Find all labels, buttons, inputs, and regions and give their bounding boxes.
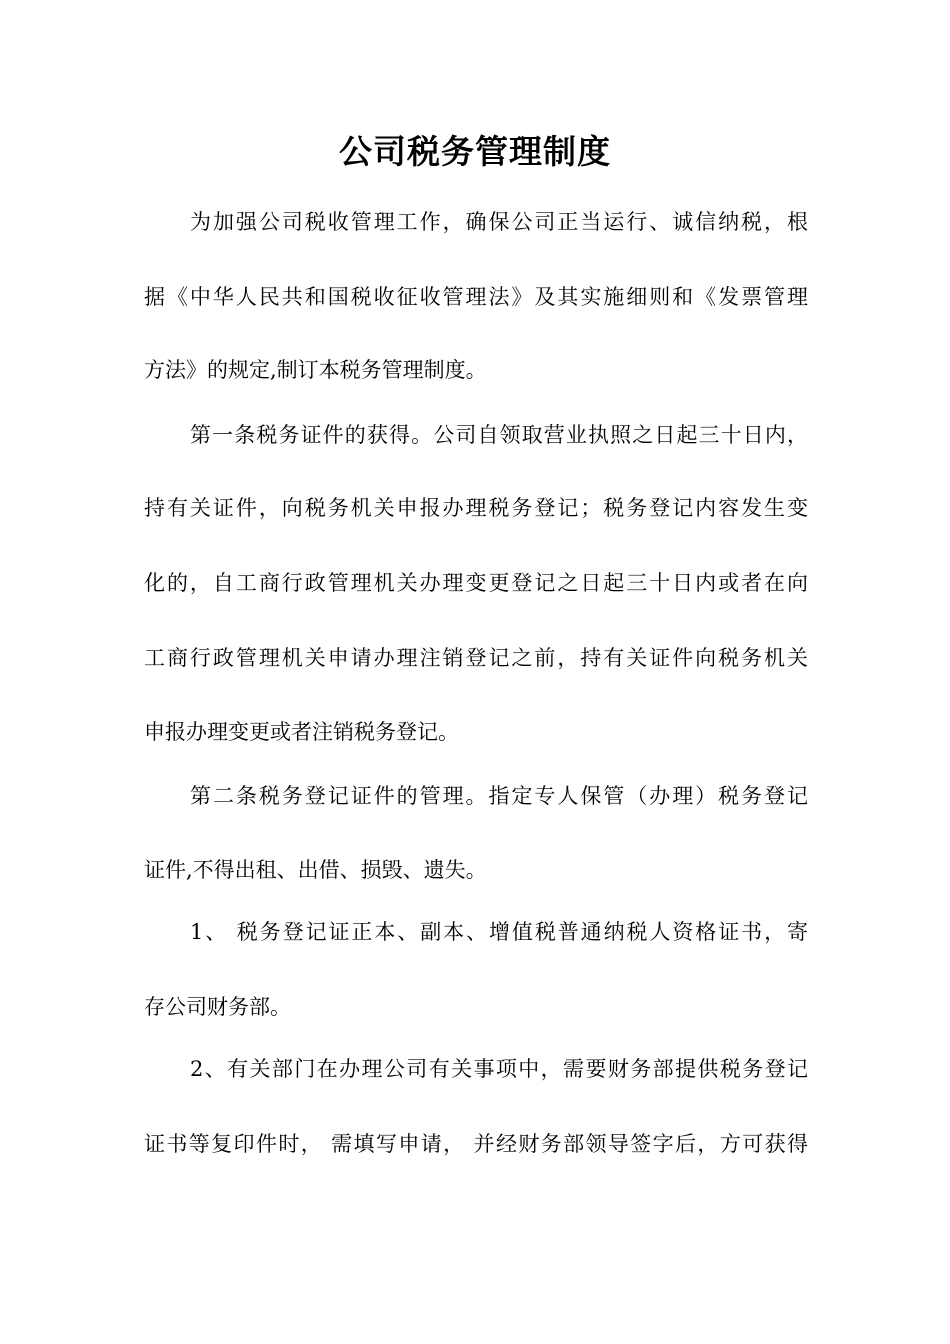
paragraph-line: 化的，自工商行政管理机关办理变更登记之日起三十日内或者在向: [144, 571, 808, 595]
paragraph-line: 方法》的规定,制订本税务管理制度。: [144, 358, 487, 382]
document-title: 公司税务管理制度: [339, 132, 611, 171]
paragraph-line: 持有关证件，向税务机关申报办理税务登记；税务登记内容发生变: [144, 496, 808, 520]
paragraph-line: 据《中华人民共和国税收征收管理法》及其实施细则和《发票管理: [144, 285, 808, 309]
paragraph-line: 为加强公司税收管理工作，确保公司正当运行、诚信纳税，根: [190, 210, 808, 234]
paragraph-line: 存公司财务部。: [144, 995, 291, 1019]
paragraph-line: 证件,不得出租、出借、损毁、遗失。: [144, 858, 487, 882]
paragraph-line: 第二条税务登记证件的管理。指定专人保管（办理）税务登记: [190, 784, 808, 808]
paragraph-line: 1、 税务登记证正本、副本、增值税普通纳税人资格证书，寄: [190, 920, 808, 944]
paragraph-line: 第一条税务证件的获得。公司自领取营业执照之日起三十日内，: [190, 423, 808, 447]
paragraph-line: 证书等复印件时， 需填写申请， 并经财务部领导签字后，方可获得: [144, 1132, 808, 1156]
paragraph-line: 申报办理变更或者注销税务登记。: [144, 720, 459, 744]
paragraph-line: 2、有关部门在办理公司有关事项中，需要财务部提供税务登记: [190, 1057, 808, 1081]
paragraph-line: 工商行政管理机关申请办理注销登记之前，持有关证件向税务机关: [144, 646, 808, 670]
